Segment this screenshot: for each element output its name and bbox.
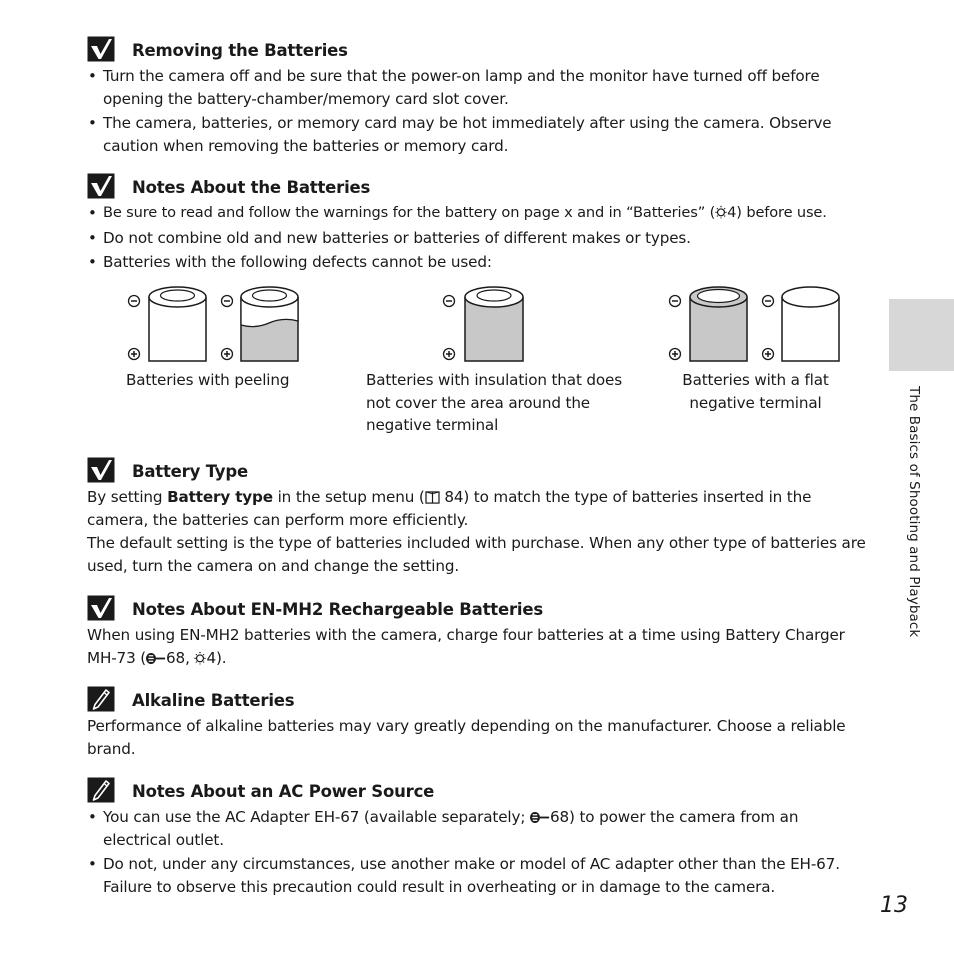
section-battery-type	[87, 457, 867, 577]
reference-section-icon	[530, 811, 550, 824]
section-title: Notes About EN-MH2 Rechargeable Batteries	[132, 600, 543, 619]
section-title: Battery Type	[132, 462, 248, 481]
section-title: Notes About the Batteries	[132, 178, 371, 197]
section-heading	[87, 595, 867, 621]
sun-reference-icon	[715, 204, 727, 219]
paragraph: Performance of alkaline batteries may vary greatly depending on the manufacturer. Choose a reliable brand.	[87, 717, 846, 758]
chapter-tab	[889, 299, 954, 371]
section-title: Removing the Batteries	[132, 41, 348, 60]
list-item: • You can use the AC Adapter EH-67 (available separately; 68) to power the camera from an electrical outlet.	[87, 806, 867, 851]
section-en-mh2	[87, 595, 867, 669]
list-item: • Do not, under any circumstances, use another make or model of AC adapter other than the EH-67. Failure to observe this precaution could result in overheating or in damage to the camera.	[87, 853, 867, 898]
section-notes-batteries	[87, 173, 867, 274]
sun-reference-icon	[194, 650, 206, 665]
list-item: • Batteries with the following defects cannot be used:	[87, 251, 867, 274]
checkmark-caution-icon	[87, 595, 115, 621]
negative-terminal-icon	[444, 296, 455, 307]
section-alkaline	[87, 686, 867, 760]
bullet-list	[87, 806, 867, 898]
section-heading	[87, 686, 867, 712]
battery-peeling-illustration	[125, 285, 305, 365]
paragraph: The default setting is the type of batteries included with purchase. When any other type of batteries are used, turn the camera on and change the setting.	[87, 534, 866, 575]
battery-insulation-illustration	[440, 285, 540, 365]
battery-flat-illustration	[666, 285, 846, 365]
section-heading	[87, 457, 867, 483]
battery-insulation	[465, 287, 523, 361]
battery-caption: Batteries with insulation that does not cover the area around the negative terminal	[366, 371, 623, 434]
section-heading	[87, 36, 867, 62]
positive-terminal-icon	[670, 349, 681, 360]
section-ac-power	[87, 777, 867, 898]
positive-terminal-icon	[444, 349, 455, 360]
section-title: Notes About an AC Power Source	[132, 782, 435, 801]
positive-terminal-icon	[763, 349, 774, 360]
positive-terminal-icon	[222, 349, 233, 360]
paragraph: By setting Battery type in the setup menu ( 84) to match the type of batteries inserted in the camera, the batteries can perform more efficiently.	[87, 488, 812, 529]
page-number: 13	[880, 893, 908, 918]
negative-terminal-icon	[763, 296, 774, 307]
section-removing-batteries	[87, 36, 867, 157]
list-item: • Turn the camera off and be sure that the power-on lamp and the monitor have turned off before opening the battery-chamber/memory card slot cover.	[87, 65, 867, 110]
checkmark-caution-icon	[87, 173, 115, 199]
list-item: • Be sure to read and follow the warnings for the battery on page x and in “Batteries” ( 4) before use.	[87, 202, 867, 225]
battery-caption: Batteries with a flat negative terminal	[682, 371, 829, 412]
battery-flat-2	[782, 287, 839, 361]
section-heading	[87, 173, 867, 199]
negative-terminal-icon	[222, 296, 233, 307]
section-title: Alkaline Batteries	[132, 691, 295, 710]
bullet-list	[87, 65, 867, 157]
battery-peeling-1	[149, 287, 206, 361]
negative-terminal-icon	[670, 296, 681, 307]
paragraph: When using EN-MH2 batteries with the camera, charge four batteries at a time using Battery Charger MH-73 ( 68, 4).	[87, 626, 845, 667]
list-item: • The camera, batteries, or memory card may be hot immediately after using the camera. Observe caution when removing the batteries or memory card.	[87, 112, 867, 157]
checkmark-caution-icon	[87, 36, 115, 62]
positive-terminal-icon	[129, 349, 140, 360]
battery-caption: Batteries with peeling	[126, 371, 290, 389]
pencil-note-icon	[87, 777, 115, 803]
pencil-note-icon	[87, 686, 115, 712]
section-heading	[87, 777, 867, 803]
book-reference-icon	[425, 491, 440, 504]
checkmark-caution-icon	[87, 457, 115, 483]
bullet-list	[87, 202, 867, 274]
chapter-label: The Basics of Shooting and Playback	[906, 386, 922, 638]
reference-section-icon	[146, 652, 166, 665]
battery-flat-1	[690, 287, 747, 361]
negative-terminal-icon	[129, 296, 140, 307]
list-item: • Do not combine old and new batteries or batteries of different makes or types.	[87, 227, 867, 250]
battery-peeling-2	[241, 287, 298, 361]
